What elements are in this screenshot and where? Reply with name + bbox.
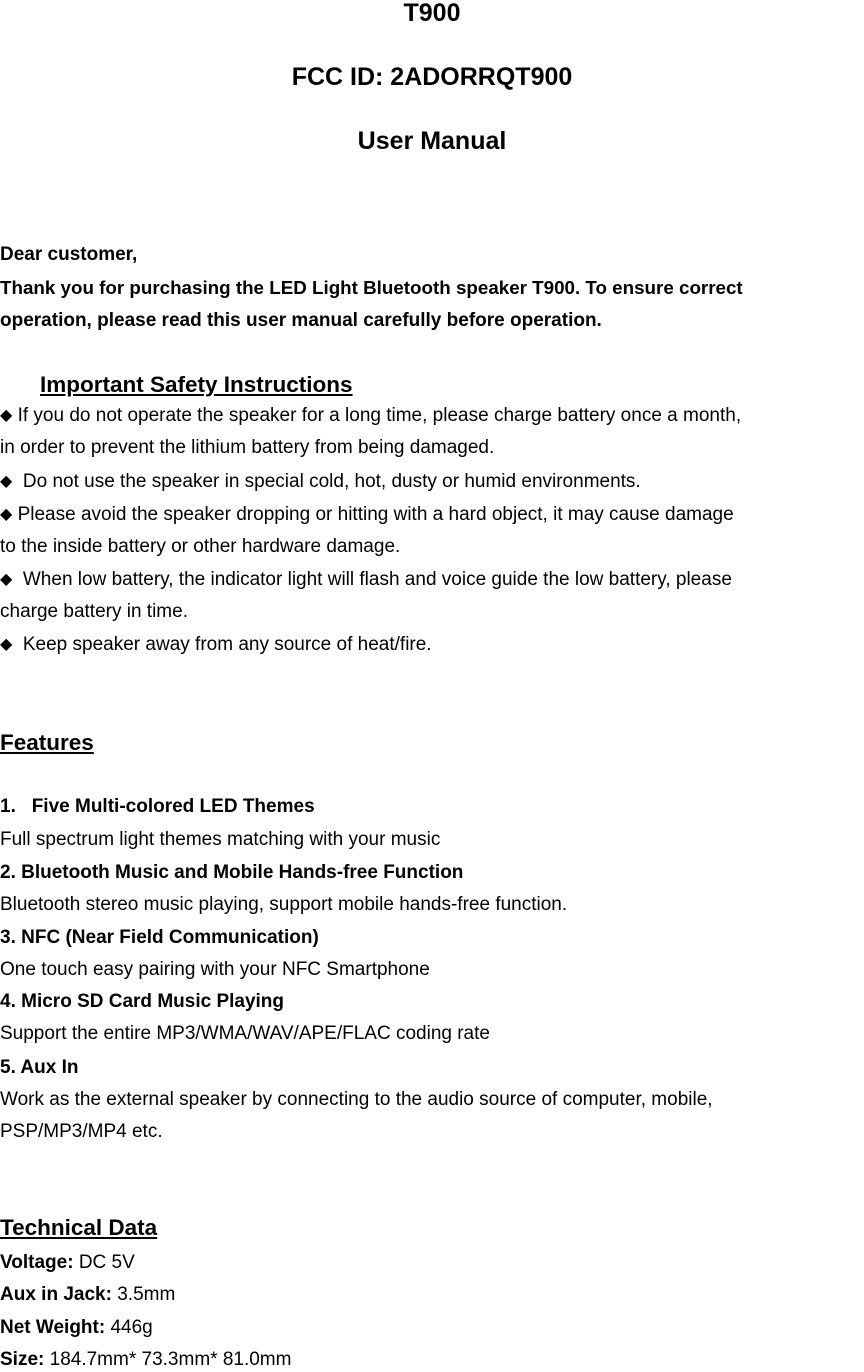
model-title: T900 <box>403 0 461 27</box>
document-title: User Manual <box>357 127 507 155</box>
feature-title: 5. Aux In <box>0 1057 79 1078</box>
feature-description-continuation: PSP/MP3/MP4 etc. <box>0 1121 163 1142</box>
feature-title-text: Five Multi-colored LED Themes <box>31 796 315 817</box>
diamond-bullet-icon: ◆ <box>0 571 13 588</box>
safety-item-text: When low battery, the indicator light will flash and voice guide the low battery, please <box>22 569 732 590</box>
spec-value: 3.5mm <box>117 1284 176 1305</box>
safety-heading: Important Safety Instructions <box>40 372 353 397</box>
feature-title: 3. NFC (Near Field Communication) <box>0 927 319 948</box>
safety-item-text: If you do not operate the speaker for a long time, please charge battery once a month, <box>17 405 742 426</box>
diamond-bullet-icon: ◆ <box>0 506 13 523</box>
feature-title: 2. Bluetooth Music and Mobile Hands-free Function <box>0 862 464 883</box>
spec-label: Net Weight: <box>0 1317 106 1338</box>
feature-description: Full spectrum light themes matching with your music <box>0 829 441 850</box>
safety-item-continuation: in order to prevent the lithium battery from being damaged. <box>0 437 495 458</box>
feature-description: One touch easy pairing with your NFC Smartphone <box>0 959 430 980</box>
feature-description: Bluetooth stereo music playing, support mobile hands-free function. <box>0 894 568 915</box>
spec-value: 184.7mm* 73.3mm* 81.0mm <box>49 1349 292 1370</box>
spec-row-voltage <box>0 1251 135 1275</box>
fcc-id-title: FCC ID: 2ADORRQT900 <box>291 63 573 91</box>
feature-description: Work as the external speaker by connecting to the audio source of computer, mobile, <box>0 1089 713 1110</box>
features-heading: Features <box>0 730 94 755</box>
feature-description: Support the entire MP3/WMA/WAV/APE/FLAC coding rate <box>0 1023 490 1044</box>
safety-item-continuation: charge battery in time. <box>0 601 188 622</box>
safety-item-text: Do not use the speaker in special cold, hot, dusty or humid environments. <box>22 471 641 492</box>
safety-item-continuation: to the inside battery or other hardware damage. <box>0 536 401 557</box>
spec-value: DC 5V <box>78 1252 135 1273</box>
technical-heading: Technical Data <box>0 1215 158 1240</box>
safety-item <box>0 404 741 428</box>
feature-title: 4. Micro SD Card Music Playing <box>0 991 285 1012</box>
feature-number: 1. <box>0 796 16 817</box>
intro-text-line-2: operation, please read this user manual carefully before operation. <box>0 310 602 331</box>
safety-item <box>0 503 734 527</box>
spec-row-aux-jack <box>0 1283 175 1307</box>
diamond-bullet-icon: ◆ <box>0 636 13 653</box>
spec-row-net-weight <box>0 1316 153 1340</box>
safety-item <box>0 633 432 657</box>
spec-label: Size: <box>0 1349 45 1370</box>
diamond-bullet-icon: ◆ <box>0 473 13 490</box>
safety-item <box>0 568 732 592</box>
spec-label: Aux in Jack: <box>0 1284 112 1305</box>
safety-item-text: Keep speaker away from any source of heat/fire. <box>22 634 432 655</box>
spec-label: Voltage: <box>0 1252 74 1273</box>
spec-row-size <box>0 1348 291 1372</box>
safety-item <box>0 470 641 494</box>
feature-title <box>0 795 315 819</box>
safety-item-text: Please avoid the speaker dropping or hitting with a hard object, it may cause damage <box>17 504 734 525</box>
diamond-bullet-icon: ◆ <box>0 407 13 424</box>
intro-text-line-1: Thank you for purchasing the LED Light Bluetooth speaker T900. To ensure correct <box>0 277 743 298</box>
spec-value: 446g <box>110 1317 153 1338</box>
greeting: Dear customer, <box>0 244 138 265</box>
